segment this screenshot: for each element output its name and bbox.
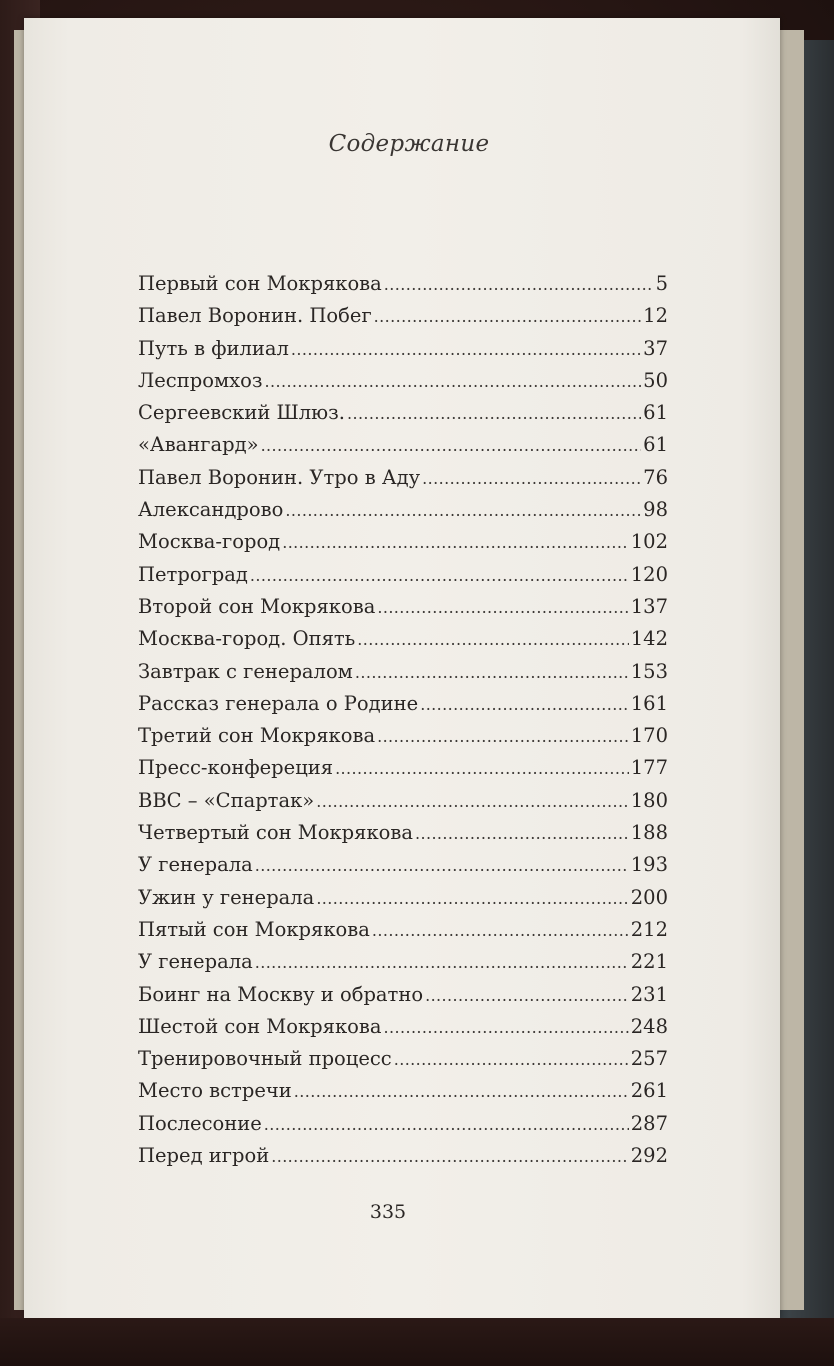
dot-leader — [316, 883, 628, 915]
toc-entry — [138, 1140, 668, 1172]
toc-entry-page: 257 — [630, 1047, 668, 1071]
toc-entry — [138, 1108, 668, 1140]
dot-leader — [255, 850, 629, 882]
dot-leader — [384, 1012, 629, 1044]
toc-entry-title: Послесоние — [138, 1111, 262, 1135]
toc-entry — [138, 1043, 668, 1075]
toc-entry-title: Перед игрой — [138, 1144, 270, 1168]
toc-entry-title: Сергеевский Шлюз. — [138, 401, 345, 425]
toc-entry-title: Путь в филиал — [138, 336, 289, 360]
toc-entry-title: Шестой сон Мокрякова — [138, 1014, 382, 1038]
toc-entry — [138, 656, 668, 688]
bottom-shadow — [0, 1318, 834, 1366]
toc-entry-title: Пятый сон Мокрякова — [138, 917, 370, 941]
toc-entry-page: 12 — [643, 304, 668, 328]
dot-leader — [415, 818, 629, 850]
toc-entry — [138, 365, 668, 397]
toc-entry — [138, 914, 668, 946]
page-number: 335 — [369, 1201, 407, 1223]
toc-entry-page: 221 — [630, 950, 668, 974]
dot-leader — [261, 430, 642, 462]
toc-entry-page: 137 — [630, 594, 668, 618]
toc-entry-title: Тренировочный процесс — [138, 1047, 392, 1071]
dot-leader — [294, 1076, 629, 1108]
toc-entry-title: Александрово — [138, 498, 284, 522]
toc-entry — [138, 462, 668, 494]
toc-entry — [138, 979, 668, 1011]
toc-entry-page: 5 — [655, 272, 668, 295]
dot-leader — [347, 398, 641, 430]
toc-entry-page: 37 — [643, 336, 668, 360]
dot-leader — [255, 947, 629, 979]
toc-entry-page: 287 — [630, 1111, 668, 1135]
toc-entry — [138, 333, 668, 365]
toc-entry-page: 180 — [630, 788, 668, 812]
toc-entry — [138, 1075, 668, 1107]
page-title: Содержание — [328, 131, 490, 157]
toc-entry — [138, 494, 668, 526]
dot-leader — [271, 1141, 629, 1173]
dot-leader — [425, 980, 629, 1012]
toc-entry-page: 102 — [630, 530, 668, 554]
dot-leader — [250, 560, 629, 592]
toc-entry-page: 177 — [630, 756, 668, 780]
toc-entry — [138, 591, 668, 623]
toc-entry-page: 61 — [643, 433, 668, 457]
toc-entry — [138, 559, 668, 591]
book-page — [24, 18, 780, 1318]
dot-leader — [422, 463, 641, 495]
toc-entry — [138, 720, 668, 752]
toc-entry-page: 231 — [630, 982, 668, 1006]
toc-entry-page: 200 — [630, 885, 668, 909]
toc-entry-page: 170 — [630, 724, 668, 748]
toc-entry-title: Павел Воронин. Утро в Аду — [138, 465, 421, 489]
dot-leader — [377, 721, 629, 753]
table-of-contents — [138, 268, 668, 1172]
toc-entry — [138, 397, 668, 429]
toc-entry-page: 142 — [630, 627, 668, 651]
toc-entry — [138, 623, 668, 655]
toc-entry-page: 292 — [630, 1144, 668, 1168]
toc-entry-page: 61 — [643, 401, 668, 425]
dot-leader — [355, 657, 629, 689]
toc-entry — [138, 688, 668, 720]
toc-entry-title: Рассказ генерала о Родине — [138, 691, 419, 715]
toc-entry-page: 50 — [643, 368, 668, 392]
dot-leader — [282, 527, 629, 559]
toc-entry-title: У генерала — [138, 950, 253, 974]
toc-entry-title: Петроград — [138, 562, 248, 586]
toc-entry-title: Москва-город — [138, 530, 281, 554]
dot-leader — [377, 592, 628, 624]
toc-entry — [138, 882, 668, 914]
dot-leader — [316, 786, 629, 818]
toc-entry-page: 98 — [643, 498, 668, 522]
dot-leader — [384, 269, 654, 301]
toc-entry-title: Третий сон Мокрякова — [138, 724, 376, 748]
toc-entry-title: Ужин у генерала — [138, 885, 315, 909]
toc-entry — [138, 752, 668, 784]
toc-entry-title: Москва-город. Опять — [138, 627, 356, 651]
toc-entry-title: Первый сон Мокрякова — [138, 272, 382, 295]
toc-entry-title: Четвертый сон Мокрякова — [138, 821, 413, 845]
toc-entry-page: 161 — [630, 691, 668, 715]
dot-leader — [265, 366, 642, 398]
toc-entry-page: 76 — [643, 465, 668, 489]
dot-leader — [357, 624, 628, 656]
toc-entry-page: 188 — [630, 821, 668, 845]
toc-entry-page: 261 — [630, 1079, 668, 1103]
dot-leader — [374, 301, 642, 333]
toc-entry-title: Второй сон Мокрякова — [138, 594, 376, 618]
toc-entry — [138, 300, 668, 332]
toc-entry — [138, 526, 668, 558]
toc-entry — [138, 849, 668, 881]
toc-entry-title: Павел Воронин. Побег — [138, 304, 372, 328]
toc-entry — [138, 946, 668, 978]
toc-entry-title: Леспромхоз — [138, 368, 263, 392]
dot-leader — [291, 334, 641, 366]
toc-entry — [138, 268, 668, 300]
toc-entry-title: ВВС – «Спартак» — [138, 788, 315, 812]
dot-leader — [394, 1044, 629, 1076]
dot-leader — [372, 915, 629, 947]
toc-entry-title: Боинг на Москву и обратно — [138, 982, 424, 1006]
dot-leader — [420, 689, 629, 721]
dot-leader — [335, 753, 629, 785]
toc-entry — [138, 1011, 668, 1043]
toc-entry-title: Пресс-конфереция — [138, 756, 334, 780]
toc-entry-title: «Авангард» — [138, 433, 259, 457]
toc-entry-page: 120 — [630, 562, 668, 586]
toc-entry-page: 193 — [630, 853, 668, 877]
toc-entry — [138, 429, 668, 461]
toc-entry — [138, 785, 668, 817]
toc-entry-title: Завтрак с генералом — [138, 659, 353, 683]
toc-entry — [138, 817, 668, 849]
toc-entry-page: 248 — [630, 1014, 668, 1038]
toc-entry-page: 153 — [630, 659, 668, 683]
toc-entry-page: 212 — [630, 917, 668, 941]
dot-leader — [285, 495, 641, 527]
toc-entry-title: У генерала — [138, 853, 253, 877]
dot-leader — [264, 1109, 629, 1141]
toc-entry-title: Место встречи — [138, 1079, 292, 1103]
